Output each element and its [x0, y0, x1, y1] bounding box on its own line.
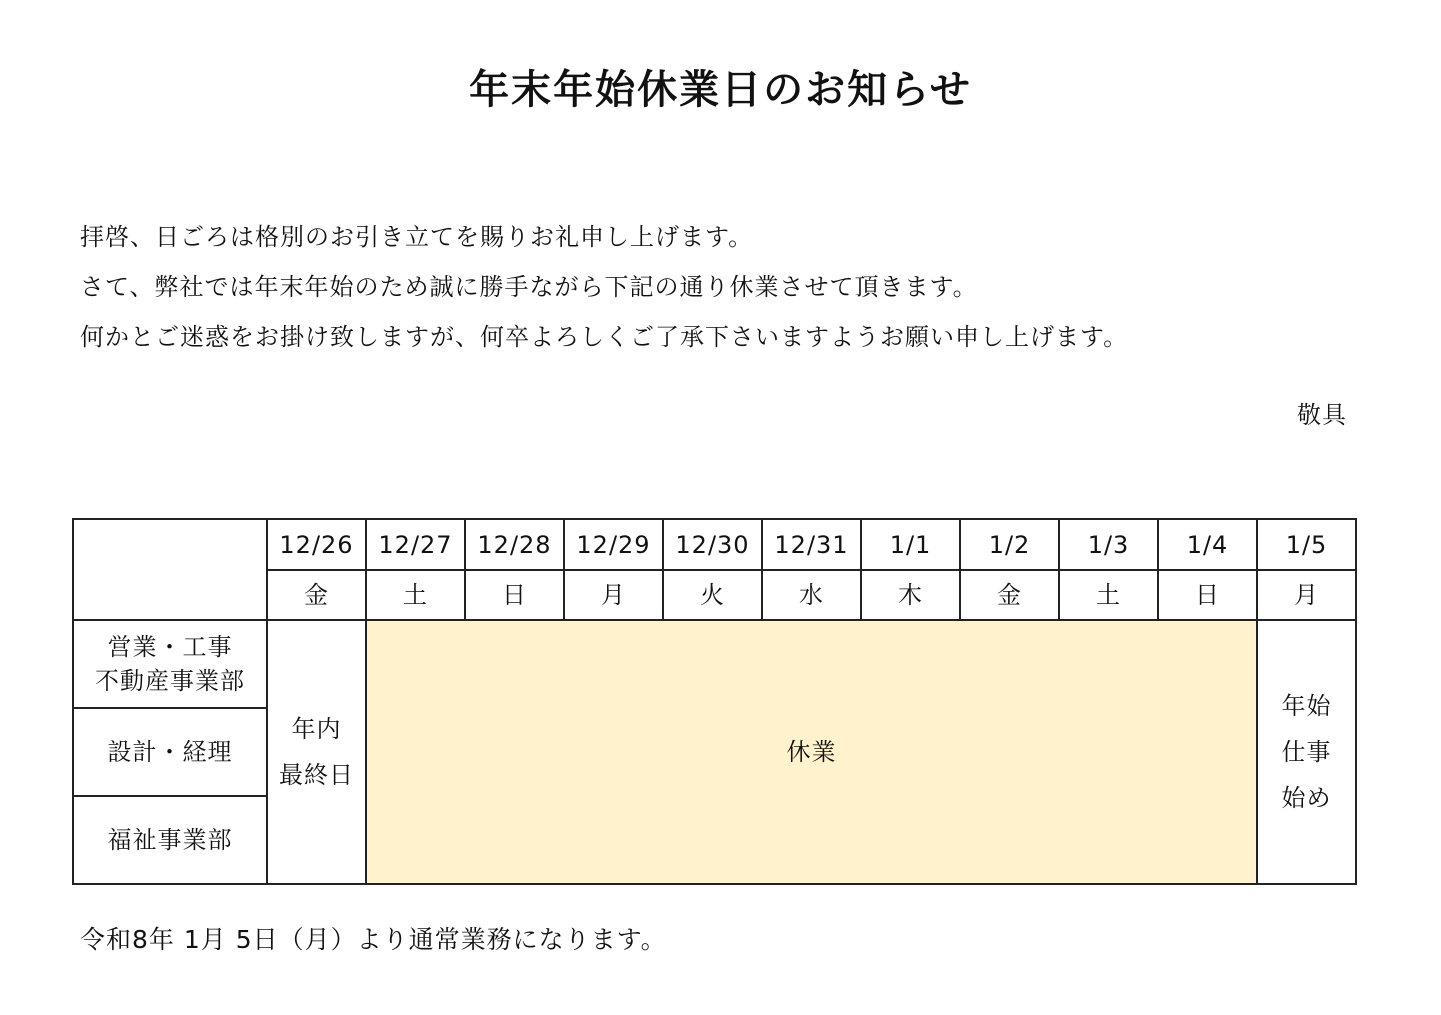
date-cell: 12/29 [564, 519, 663, 570]
date-cell: 1/1 [861, 519, 960, 570]
date-cell: 12/27 [366, 519, 465, 570]
first-business-day-cell [1257, 620, 1356, 884]
holiday-schedule-table [72, 518, 1357, 885]
notice-line: さて、弊社では年末年始のため誠に勝手ながら下記の通り休業させて頂きます。 [80, 273, 978, 301]
department-label: 営業・工事 [107, 633, 233, 661]
department-cell-welfare: 福祉事業部 [73, 796, 267, 884]
last-day-label: 年内 [291, 715, 342, 743]
last-business-day-cell [267, 620, 366, 884]
resume-notice: 令和8年 1月 5日（月）より通常業務になります。 [80, 925, 667, 954]
date-cell: 12/30 [663, 519, 762, 570]
apology-line: 何かとご迷惑をお掛け致しますが、何卒よろしくご了承下さいますようお願い申し上げます。 [80, 323, 1129, 351]
date-cell: 12/31 [762, 519, 861, 570]
date-cell: 1/4 [1158, 519, 1257, 570]
weekday-cell: 月 [564, 570, 663, 620]
first-day-label: 仕事 [1281, 738, 1332, 766]
weekday-cell: 水 [762, 570, 861, 620]
first-day-label: 年始 [1281, 692, 1332, 720]
weekday-cell: 金 [267, 570, 366, 620]
date-row [73, 519, 1356, 570]
weekday-cell: 金 [960, 570, 1059, 620]
weekday-cell: 土 [1059, 570, 1158, 620]
department-label: 不動産事業部 [95, 667, 245, 695]
corner-cell [73, 519, 267, 620]
weekday-cell: 月 [1257, 570, 1356, 620]
weekday-cell: 日 [465, 570, 564, 620]
date-cell: 12/28 [465, 519, 564, 570]
date-cell: 1/5 [1257, 519, 1356, 570]
greeting-line: 拝啓、日ごろは格別のお引き立てを賜りお礼申し上げます。 [80, 223, 754, 251]
date-cell: 1/2 [960, 519, 1059, 570]
closing-word: 敬具 [1297, 401, 1347, 429]
last-day-label: 最終日 [279, 761, 354, 789]
holiday-period-cell [366, 620, 1257, 884]
weekday-cell: 土 [366, 570, 465, 620]
date-cell: 12/26 [267, 519, 366, 570]
weekday-cell: 火 [663, 570, 762, 620]
first-day-label: 始め [1281, 784, 1332, 812]
department-cell-design-accounting: 設計・経理 [73, 708, 267, 796]
holiday-label: 休業 [786, 738, 837, 766]
page-title: 年末年始休業日のお知らせ [469, 67, 972, 113]
date-cell: 1/3 [1059, 519, 1158, 570]
department-cell-sales-construction [73, 620, 267, 708]
weekday-cell: 日 [1158, 570, 1257, 620]
department-row [73, 620, 1356, 708]
weekday-cell: 木 [861, 570, 960, 620]
